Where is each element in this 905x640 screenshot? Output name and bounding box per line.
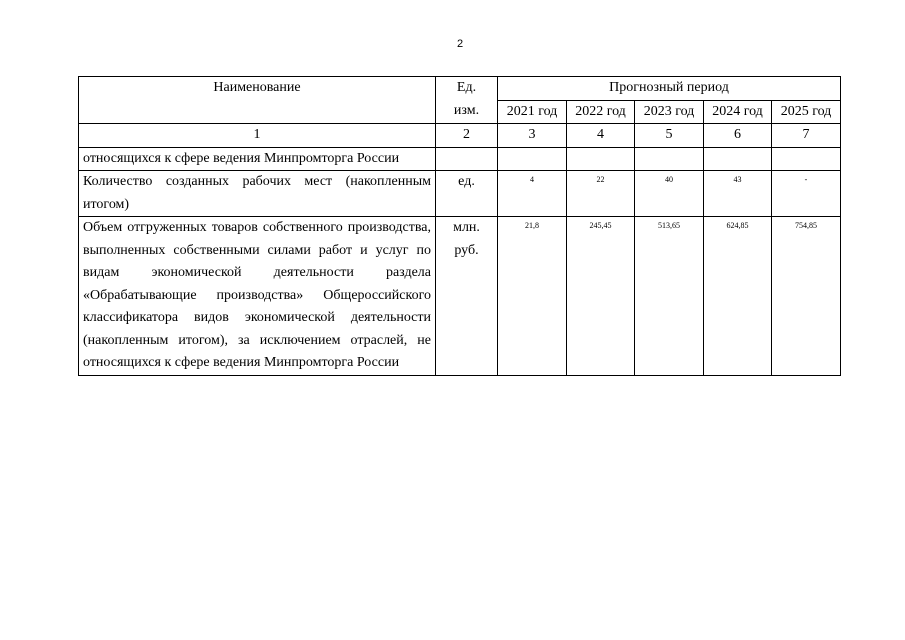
row-value: 22	[567, 171, 635, 217]
column-number: 4	[567, 124, 635, 148]
column-number: 2	[436, 124, 498, 148]
table-row	[79, 171, 841, 217]
column-number: 1	[79, 124, 436, 148]
page-number: 2	[456, 38, 464, 50]
row-value	[567, 147, 635, 171]
row-name: Количество созданных рабочих мест (накопленным итогом)	[79, 171, 436, 217]
row-value: 43	[704, 171, 772, 217]
row-value	[704, 147, 772, 171]
row-value: 40	[635, 171, 704, 217]
column-number: 5	[635, 124, 704, 148]
table-row	[79, 217, 841, 376]
header-year: 2024 год	[704, 100, 772, 124]
header-name: Наименование	[79, 77, 436, 124]
header-year: 2022 год	[567, 100, 635, 124]
row-name: относящихся к сфере ведения Минпромторга России	[79, 147, 436, 171]
row-value: 754,85	[772, 217, 841, 376]
column-number: 3	[498, 124, 567, 148]
header-year: 2021 год	[498, 100, 567, 124]
header-year: 2023 год	[635, 100, 704, 124]
header-unit-line1: Ед.	[456, 80, 477, 95]
row-unit: ед.	[436, 171, 498, 217]
column-number-row	[79, 124, 841, 148]
header-unit	[436, 77, 498, 124]
table-row	[79, 147, 841, 171]
row-value: 513,65	[635, 217, 704, 376]
row-value	[498, 147, 567, 171]
column-number: 6	[704, 124, 772, 148]
row-value: 21,8	[498, 217, 567, 376]
header-row-1	[79, 77, 841, 101]
header-year: 2025 год	[772, 100, 841, 124]
row-value: 245,45	[567, 217, 635, 376]
row-unit	[436, 217, 498, 376]
row-name: Объем отгруженных товаров собственного производства, выполненных собственными силами работ и услуг по видам экономической деятельности раздела «Обрабатывающие производства» Общероссийского классификатора видов экономической деятельности (накопленным итогом), за исключением отраслей, не относящихся к сфере ведения Минпромторга России	[79, 217, 436, 376]
row-unit-line1: млн.	[453, 220, 480, 235]
row-value	[635, 147, 704, 171]
row-value	[772, 147, 841, 171]
header-unit-line2: изм.	[453, 102, 480, 118]
row-unit-line2: руб.	[454, 242, 479, 258]
row-value: -	[772, 171, 841, 217]
column-number: 7	[772, 124, 841, 148]
row-value: 624,85	[704, 217, 772, 376]
row-unit	[436, 147, 498, 171]
row-value: 4	[498, 171, 567, 217]
header-forecast: Прогнозный период	[498, 77, 841, 101]
forecast-table	[78, 76, 841, 376]
